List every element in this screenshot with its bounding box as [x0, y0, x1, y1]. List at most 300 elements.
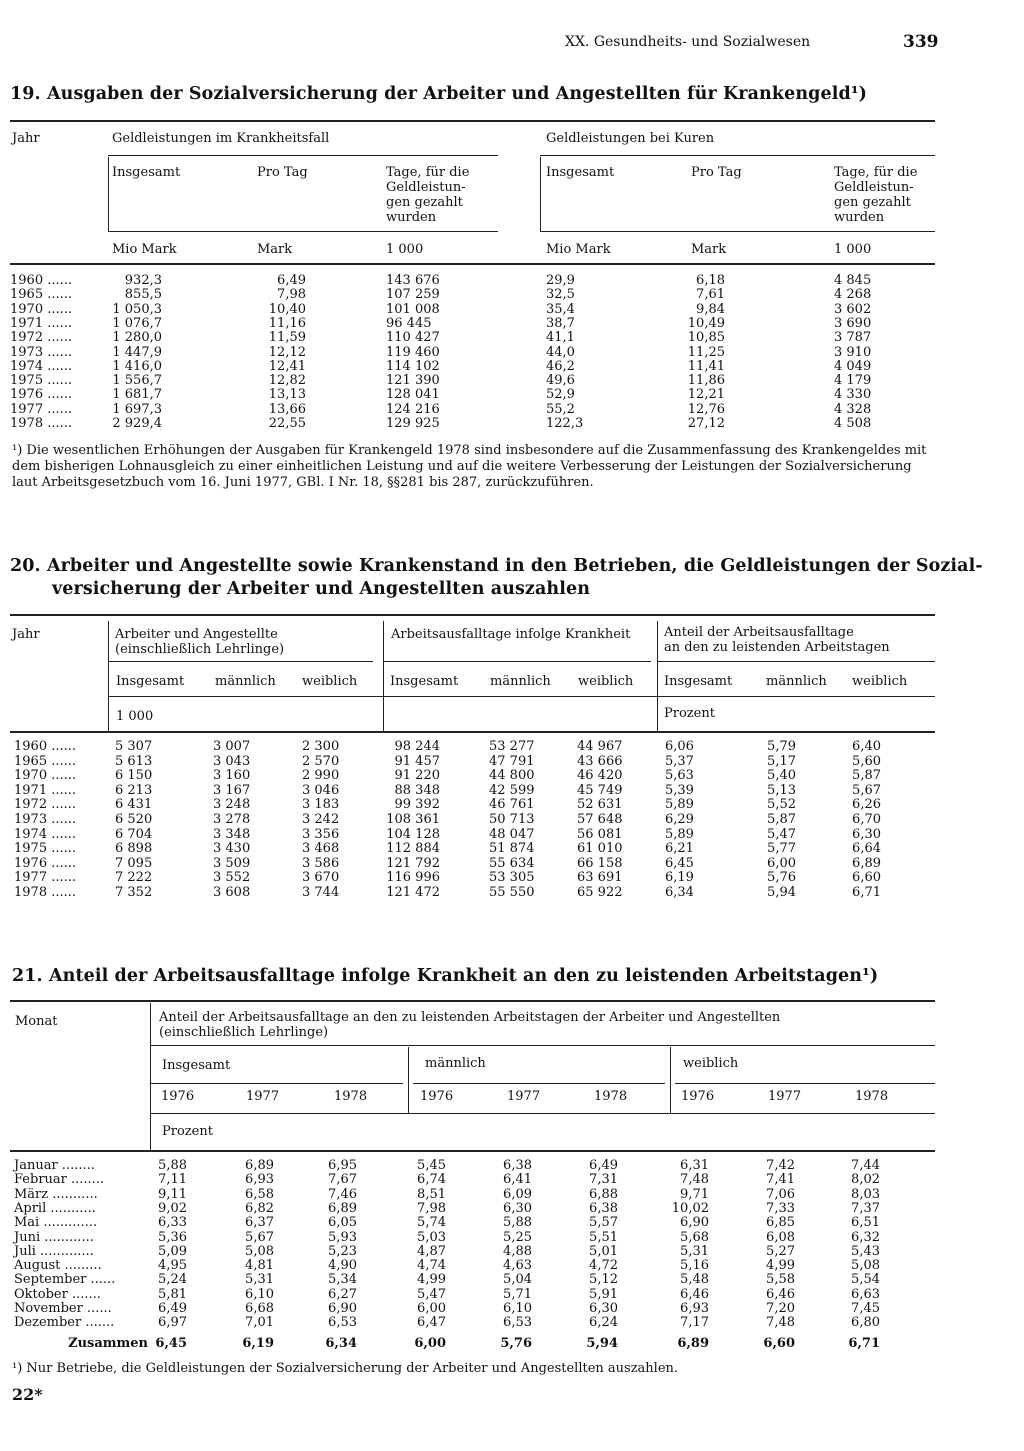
table-21-row-cell: 7,11	[158, 1172, 187, 1188]
table-20-row-cell: 6,06	[665, 739, 694, 754]
table-21-row-cell: 6,41	[503, 1172, 532, 1188]
table-20-row-cell: 5,89	[665, 826, 694, 842]
table-20-col-year: Jahr	[12, 627, 40, 642]
table-19-row-cell: 22,55	[268, 416, 306, 431]
table-20-row-cell: 7 095	[115, 855, 153, 871]
table-20-rule-b	[383, 661, 651, 662]
table-21-row-cell: 7,41	[766, 1172, 795, 1188]
table-21-row-cell: 8,02	[851, 1172, 880, 1188]
table-20-row-cell: 112 884	[386, 841, 440, 857]
table-21-row-cell: 7,17	[680, 1315, 709, 1331]
table-20-row-cell: 5,89	[665, 797, 694, 813]
table-20-row-cell: 5 613	[115, 753, 153, 769]
table-20-group-absence: Arbeitsausfalltage infolge Krankheit	[391, 627, 631, 642]
table-21-row-label: Juli .............	[14, 1243, 94, 1259]
table-20-sub-3: weiblich	[302, 674, 358, 689]
table-21-row-cell: 6,38	[503, 1158, 532, 1173]
table-19-row-cell: 4 845	[834, 273, 872, 288]
table-21-col-month: Monat	[15, 1014, 58, 1029]
table-20-row-cell: 3 046	[302, 782, 340, 798]
table-21-row-label: Juni ............	[14, 1229, 94, 1245]
table-20-unit-percent: Prozent	[664, 706, 715, 721]
table-19-row-cell: 6,49	[277, 273, 306, 288]
table-20-vrule-1	[108, 621, 109, 731]
table-21-vrule-1	[150, 1003, 151, 1150]
table-20-row-cell: 6,71	[852, 885, 881, 900]
table-21-title: 21. Anteil der Arbeitsausfalltage infolge Krankheit an den zu leistenden Arbeitstagen¹)	[12, 966, 879, 986]
table-20-row-cell: 2 570	[302, 753, 340, 769]
table-20-rule-sub	[108, 696, 935, 697]
table-20-row-cell: 6,34	[665, 885, 694, 900]
table-19-unit-mark-a: Mark	[257, 242, 293, 257]
table-20-group-workers: Arbeiter und Angestellte (einschließlich Lehrlinge)	[115, 627, 285, 657]
table-20-row-cell: 63 691	[577, 870, 623, 886]
table-19-row-cell: 4 330	[834, 387, 872, 403]
table-21-row-cell: 9,11	[158, 1186, 187, 1202]
table-19-row-label: 1965 ......	[10, 287, 73, 303]
table-20-row-label: 1974 ......	[14, 826, 77, 842]
table-20-group-share: Anteil der Arbeitsausfalltage an den zu leistenden Arbeitstagen	[664, 625, 890, 655]
table-21-rule-g2	[413, 1083, 665, 1084]
table-20-row-cell: 6 704	[115, 826, 153, 842]
table-20-row-label: 1975 ......	[14, 841, 77, 857]
table-20-row-cell: 5,76	[767, 870, 796, 886]
table-21-total-cell: 6,34	[325, 1336, 357, 1351]
table-21-row-label: Januar ........	[14, 1158, 95, 1173]
table-19-row-cell: 7,98	[277, 287, 306, 303]
table-21-row-cell: 7,01	[245, 1315, 274, 1331]
table-21-rule-g1	[150, 1083, 403, 1084]
table-19-row-cell: 128 041	[386, 387, 440, 403]
table-20-row-cell: 5,94	[767, 885, 796, 900]
table-19-row-cell: 12,12	[268, 344, 306, 360]
table-20-row-cell: 116 996	[386, 870, 440, 886]
table-19-row-cell: 49,6	[546, 373, 575, 389]
table-21-row-cell: 5,47	[417, 1286, 446, 1302]
table-20-row-cell: 65 922	[577, 885, 623, 900]
table-19-row-cell: 44,0	[546, 344, 575, 360]
table-21-row-cell: 6,63	[851, 1286, 880, 1302]
table-19-row-cell: 12,21	[687, 387, 725, 403]
table-21-row-cell: 5,71	[503, 1286, 532, 1302]
table-21-row-cell: 5,57	[589, 1215, 618, 1231]
table-21-row-cell: 6,49	[158, 1301, 187, 1316]
table-21-row-cell: 7,31	[589, 1172, 618, 1188]
table-21-row-cell: 5,43	[851, 1243, 880, 1259]
table-21-row-cell: 4,81	[245, 1258, 274, 1274]
table-20-row-cell: 91 220	[394, 768, 440, 784]
table-19-row-cell: 3 787	[834, 330, 872, 346]
table-19-row-cell: 1 681,7	[112, 387, 162, 403]
table-19-row-cell: 32,5	[546, 287, 575, 303]
table-20-row-cell: 5,47	[767, 826, 796, 842]
table-21-rule-g3	[675, 1083, 935, 1084]
table-20-sub-5: männlich	[490, 674, 551, 689]
table-20-row-cell: 3 670	[302, 870, 340, 886]
table-21-total-cell: 5,94	[586, 1336, 618, 1351]
table-19-row-label: 1976 ......	[10, 387, 73, 403]
table-20-title-line2: versicherung der Arbeiter und Angestellten auszahlen	[52, 579, 591, 599]
table-21-row-cell: 5,88	[503, 1215, 532, 1231]
table-20-row-cell: 5,40	[767, 768, 796, 784]
table-21-row-cell: 7,45	[851, 1301, 880, 1316]
table-21-row-cell: 5,93	[328, 1229, 357, 1245]
table-20-row-cell: 55 550	[489, 885, 535, 900]
table-21-row-label: Mai .............	[14, 1215, 98, 1231]
table-19-row-cell: 119 460	[386, 344, 440, 360]
table-21-row-cell: 6,89	[328, 1200, 357, 1216]
table-19-row-cell: 10,40	[268, 301, 306, 317]
table-21-row-cell: 6,38	[589, 1200, 618, 1216]
table-20-row-cell: 6,30	[852, 826, 881, 842]
table-21-rule-years	[150, 1113, 935, 1114]
table-20-body-rule	[10, 731, 935, 733]
table-19-row-cell: 1 050,3	[112, 301, 162, 317]
table-20-row-cell: 5,39	[665, 782, 694, 798]
table-21-rule-header	[150, 1045, 935, 1046]
table-19-row-cell: 3 602	[834, 301, 872, 317]
table-20-sub-2: männlich	[215, 674, 276, 689]
table-20-row-cell: 3 744	[302, 885, 340, 900]
table-21-row-cell: 6,37	[245, 1215, 274, 1231]
table-20-row-cell: 5 307	[115, 739, 153, 754]
table-21-year-header: 1976	[420, 1089, 454, 1104]
table-21-row-cell: 6,27	[328, 1286, 357, 1302]
table-21-vrule-2	[408, 1047, 409, 1113]
table-20-row-cell: 3 160	[213, 768, 251, 784]
table-21-row-cell: 5,74	[417, 1215, 446, 1231]
table-19-row-cell: 121 390	[386, 373, 440, 389]
table-20-rule-c	[657, 661, 935, 662]
table-20-row-cell: 44 800	[489, 768, 535, 784]
table-21-row-cell: 5,09	[158, 1243, 187, 1259]
table-21-row-cell: 6,10	[245, 1286, 274, 1302]
table-21-row-cell: 5,67	[245, 1229, 274, 1245]
table-21-total-cell: 6,60	[763, 1336, 795, 1351]
table-21-row-cell: 5,58	[766, 1272, 795, 1288]
table-21-row-cell: 7,48	[680, 1172, 709, 1188]
table-20-row-cell: 3 586	[302, 855, 340, 871]
table-21-row-cell: 6,32	[851, 1229, 880, 1245]
table-21-row-cell: 6,30	[589, 1301, 618, 1316]
table-20-row-cell: 51 874	[489, 841, 535, 857]
table-21-year-header: 1977	[768, 1089, 802, 1104]
table-21-unit: Prozent	[162, 1124, 213, 1139]
table-20-row-cell: 6,40	[852, 739, 881, 754]
table-19-row-cell: 122,3	[546, 416, 584, 431]
table-19-group-cure: Geldleistungen bei Kuren	[546, 131, 715, 146]
table-20-row-label: 1976 ......	[14, 855, 77, 871]
table-20-top-rule	[10, 614, 935, 616]
table-21-top-rule	[10, 1000, 935, 1002]
table-20-row-cell: 104 128	[386, 826, 440, 842]
table-19-row-cell: 55,2	[546, 401, 575, 417]
table-21-row-cell: 5,08	[245, 1243, 274, 1259]
table-20-row-cell: 47 791	[489, 753, 535, 769]
table-21-year-header: 1978	[594, 1089, 628, 1104]
table-20-row-label: 1978 ......	[14, 885, 77, 900]
table-19-row-cell: 52,9	[546, 387, 575, 403]
table-20-row-cell: 6 520	[115, 812, 153, 827]
table-20-row-cell: 43 666	[577, 753, 623, 769]
table-21-row-cell: 6,80	[851, 1315, 880, 1331]
table-20-row-cell: 3 007	[213, 739, 251, 754]
table-21-row-cell: 6,90	[680, 1215, 709, 1231]
table-21-row-cell: 6,31	[680, 1158, 709, 1173]
table-20-sub-9: weiblich	[852, 674, 908, 689]
table-20-row-cell: 5,63	[665, 768, 694, 784]
table-19-group-sick: Geldleistungen im Krankheitsfall	[112, 131, 330, 146]
table-21-group-female: weiblich	[683, 1056, 739, 1071]
table-21-row-cell: 6,89	[245, 1158, 274, 1173]
table-19-row-cell: 2 929,4	[112, 416, 162, 431]
table-20-row-cell: 88 348	[394, 782, 440, 798]
table-20-row-cell: 3 468	[302, 841, 340, 857]
table-21-row-cell: 7,33	[766, 1200, 795, 1216]
page-signature: 22*	[12, 1385, 43, 1404]
table-21-year-header: 1978	[334, 1089, 368, 1104]
table-21-row-cell: 6,00	[417, 1301, 446, 1316]
table-20-row-cell: 121 792	[386, 855, 440, 871]
table-21-row-cell: 5,51	[589, 1229, 618, 1245]
table-21-row-cell: 4,72	[589, 1258, 618, 1274]
table-20-row-cell: 108 361	[386, 812, 440, 827]
table-21-row-label: Dezember .......	[14, 1315, 115, 1331]
table-20-row-cell: 99 392	[394, 797, 440, 813]
table-19-row-cell: 38,7	[546, 315, 575, 331]
table-19-row-cell: 11,41	[687, 358, 725, 374]
table-19-row-cell: 11,59	[268, 330, 306, 346]
table-21-row-cell: 4,90	[328, 1258, 357, 1274]
table-21-row-label: April ...........	[14, 1200, 96, 1216]
table-21-row-cell: 5,45	[417, 1158, 446, 1173]
table-20-row-cell: 48 047	[489, 826, 535, 842]
table-20-row-cell: 53 277	[489, 739, 535, 754]
table-21-body-rule	[10, 1150, 935, 1152]
table-21-row-cell: 6,49	[589, 1158, 618, 1173]
table-20-row-label: 1971 ......	[14, 782, 77, 798]
table-21-row-cell: 5,23	[328, 1243, 357, 1259]
table-20-row-label: 1973 ......	[14, 812, 77, 827]
table-21-total-cell: 5,76	[500, 1336, 532, 1351]
table-20-row-cell: 98 244	[394, 739, 440, 754]
table-21-row-label: Oktober .......	[14, 1286, 101, 1302]
table-20-sub-4: Insgesamt	[390, 674, 459, 689]
table-21-row-cell: 5,16	[680, 1258, 709, 1274]
table-21-row-cell: 6,88	[589, 1186, 618, 1202]
table-20-row-cell: 2 300	[302, 739, 340, 754]
table-21-row-cell: 5,03	[417, 1229, 446, 1245]
table-21-year-header: 1976	[681, 1089, 715, 1104]
table-19-row-cell: 4 328	[834, 401, 872, 417]
table-21-row-cell: 7,98	[417, 1200, 446, 1216]
table-21-row-cell: 6,53	[328, 1315, 357, 1331]
table-20-row-cell: 5,87	[767, 812, 796, 827]
table-20-row-cell: 3 278	[213, 812, 251, 827]
table-19-row-cell: 11,25	[687, 344, 725, 360]
table-21-row-cell: 6,68	[245, 1301, 274, 1316]
table-20-row-cell: 6,26	[852, 797, 881, 813]
table-20-row-cell: 5,67	[852, 782, 881, 798]
table-19-row-cell: 10,85	[687, 330, 725, 346]
table-20-row-cell: 46 761	[489, 797, 535, 813]
table-19-row-label: 1960 ......	[10, 273, 73, 288]
table-19-row-cell: 11,86	[687, 373, 725, 389]
table-19-body-rule	[10, 263, 935, 265]
table-20-row-cell: 5,17	[767, 753, 796, 769]
table-20-row-cell: 7 352	[115, 885, 153, 900]
table-21-row-cell: 7,42	[766, 1158, 795, 1173]
table-19-row-cell: 41,1	[546, 330, 575, 346]
table-19-row-label: 1977 ......	[10, 401, 73, 417]
table-19-rule-b	[540, 155, 935, 156]
table-19-sub-days-b: Tage, für die Geldleistun- gen gezahlt wurden	[834, 165, 918, 225]
table-19-sub-total-b: Insgesamt	[546, 165, 615, 180]
table-19-row-label: 1972 ......	[10, 330, 73, 346]
table-19-row-cell: 10,49	[687, 315, 725, 331]
table-20-sub-1: Insgesamt	[116, 674, 185, 689]
table-19-row-cell: 4 268	[834, 287, 872, 303]
table-21-row-cell: 5,68	[680, 1229, 709, 1245]
table-21-row-label: September ......	[14, 1272, 116, 1288]
table-21-row-cell: 6,10	[503, 1301, 532, 1316]
table-19-row-label: 1978 ......	[10, 416, 73, 431]
table-20-title-line1: 20. Arbeiter und Angestellte sowie Krankenstand in den Betrieben, die Geldleistungen der Sozial-	[10, 556, 983, 576]
table-19-rule-units-a	[108, 231, 498, 232]
table-21-row-cell: 10,02	[671, 1200, 709, 1216]
table-21-row-cell: 5,31	[245, 1272, 274, 1288]
table-21-row-cell: 6,47	[417, 1315, 446, 1331]
table-20-row-cell: 6,60	[852, 870, 881, 886]
table-21-footnote: ¹) Nur Betriebe, die Geldleistungen der Sozialversicherung der Arbeiter und Angestellten auszahlen.	[12, 1361, 679, 1376]
table-21-row-cell: 4,99	[417, 1272, 446, 1288]
table-21-row-cell: 6,85	[766, 1215, 795, 1231]
table-19-unit-mio-b: Mio Mark	[546, 242, 611, 257]
table-20-row-label: 1960 ......	[14, 739, 77, 754]
table-20-row-cell: 3 043	[213, 753, 251, 769]
table-21-row-cell: 6,90	[328, 1301, 357, 1316]
table-19-footnote: ¹) Die wesentlichen Erhöhungen der Ausgaben für Krankengeld 1978 sind insbesondere auf die Zusammenfassung des Krankengeldes mit dem bisherigen Lohnausgleich zu einer einheitlichen Leistung und auf die weitere Verbesserung der Leistungen der Sozialversicherung laut Arbeitsgesetzbuch vom 16. Juni 1977, GBl. I Nr. 18, §§281 bis 287, zurückzuführen.	[12, 443, 927, 490]
table-19-row-cell: 29,9	[546, 273, 575, 288]
table-19-rule-a	[108, 155, 498, 156]
table-21-group-total: Insgesamt	[162, 1058, 231, 1073]
table-21-row-label: März ...........	[14, 1186, 98, 1202]
table-20-row-cell: 44 967	[577, 739, 623, 754]
table-21-row-cell: 6,95	[328, 1158, 357, 1173]
table-20-vrule-2	[383, 621, 384, 731]
table-19-row-cell: 1 280,0	[112, 330, 162, 346]
table-21-row-cell: 4,74	[417, 1258, 446, 1274]
table-21-row-cell: 4,95	[158, 1258, 187, 1274]
table-20-row-cell: 55 634	[489, 855, 535, 871]
table-21-total-cell: 6,00	[414, 1336, 446, 1351]
table-21-year-header: 1977	[507, 1089, 541, 1104]
section-header: XX. Gesundheits- und Sozialwesen	[565, 34, 811, 50]
table-21-row-cell: 6,97	[158, 1315, 187, 1331]
table-21-year-header: 1977	[246, 1089, 280, 1104]
table-20-row-cell: 3 356	[302, 826, 340, 842]
table-21-row-cell: 7,48	[766, 1315, 795, 1331]
table-21-row-cell: 6,82	[245, 1200, 274, 1216]
table-19-row-cell: 124 216	[386, 401, 440, 417]
table-19-title: 19. Ausgaben der Sozialversicherung der Arbeiter und Angestellten für Krankengeld¹)	[10, 84, 867, 104]
table-21-row-cell: 5,08	[851, 1258, 880, 1274]
table-21-row-cell: 6,30	[503, 1200, 532, 1216]
table-19-unit-mio-a: Mio Mark	[112, 242, 177, 257]
table-21-row-cell: 6,93	[245, 1172, 274, 1188]
table-20-row-cell: 6 431	[115, 797, 153, 813]
table-20-row-cell: 42 599	[489, 782, 535, 798]
table-21-row-cell: 6,46	[766, 1286, 795, 1302]
table-19-unit-1000-a: 1 000	[386, 242, 424, 257]
table-21-total-cell: 6,71	[848, 1336, 880, 1351]
table-20-row-cell: 53 305	[489, 870, 535, 886]
table-21-row-cell: 5,36	[158, 1229, 187, 1245]
table-20-row-cell: 7 222	[115, 870, 153, 886]
table-19-row-cell: 3 910	[834, 344, 872, 360]
table-21-row-cell: 5,54	[851, 1272, 880, 1288]
table-19-row-cell: 3 690	[834, 315, 872, 331]
table-19-row-label: 1973 ......	[10, 344, 73, 360]
table-20-row-cell: 6,64	[852, 841, 881, 857]
table-20-row-cell: 6,89	[852, 855, 881, 871]
table-21-row-cell: 4,99	[766, 1258, 795, 1274]
table-20-row-cell: 5,13	[767, 782, 796, 798]
table-20-row-cell: 5,60	[852, 753, 881, 769]
table-20-row-cell: 3 608	[213, 885, 251, 900]
table-20-row-cell: 6,70	[852, 812, 881, 827]
table-19-row-cell: 7,61	[696, 287, 725, 303]
table-20-row-cell: 46 420	[577, 768, 623, 784]
table-20-row-cell: 6 213	[115, 782, 153, 798]
table-21-row-cell: 6,58	[245, 1186, 274, 1202]
table-19-row-cell: 1 076,7	[112, 315, 162, 331]
table-21-row-cell: 5,04	[503, 1272, 532, 1288]
table-19-unit-1000-b: 1 000	[834, 242, 872, 257]
table-19-row-label: 1971 ......	[10, 315, 73, 331]
table-19-col-year: Jahr	[12, 131, 40, 146]
table-19-vrule-2	[540, 157, 541, 232]
table-20-row-cell: 5,37	[665, 753, 694, 769]
table-19-row-cell: 932,3	[124, 273, 162, 288]
table-20-row-cell: 5,77	[767, 841, 796, 857]
table-19-row-label: 1974 ......	[10, 358, 73, 374]
table-21-row-cell: 5,25	[503, 1229, 532, 1245]
table-21-row-cell: 8,51	[417, 1186, 446, 1202]
table-21-row-cell: 6,74	[417, 1172, 446, 1188]
table-21-row-cell: 5,91	[589, 1286, 618, 1302]
table-21-row-cell: 7,44	[851, 1158, 880, 1173]
table-20-unit-1000: 1 000	[116, 709, 154, 724]
table-19-row-cell: 4 179	[834, 373, 872, 389]
table-21-row-cell: 5,24	[158, 1272, 187, 1288]
table-19-row-cell: 4 508	[834, 416, 872, 431]
table-19-rule-units-b	[540, 231, 935, 232]
table-20-row-label: 1977 ......	[14, 870, 77, 886]
table-19-unit-mark-b: Mark	[691, 242, 727, 257]
table-21-row-cell: 6,24	[589, 1315, 618, 1331]
table-20-row-cell: 121 472	[386, 885, 440, 900]
table-21-row-cell: 6,53	[503, 1315, 532, 1331]
table-21-row-cell: 7,20	[766, 1301, 795, 1316]
table-19-row-cell: 13,66	[268, 401, 306, 417]
table-20-vrule-3	[657, 621, 658, 731]
table-19-row-cell: 110 427	[386, 330, 440, 346]
table-19-vrule-1	[108, 157, 109, 232]
table-21-row-cell: 7,37	[851, 1200, 880, 1216]
table-21-row-cell: 6,33	[158, 1215, 187, 1231]
table-20-row-cell: 5,52	[767, 797, 796, 813]
